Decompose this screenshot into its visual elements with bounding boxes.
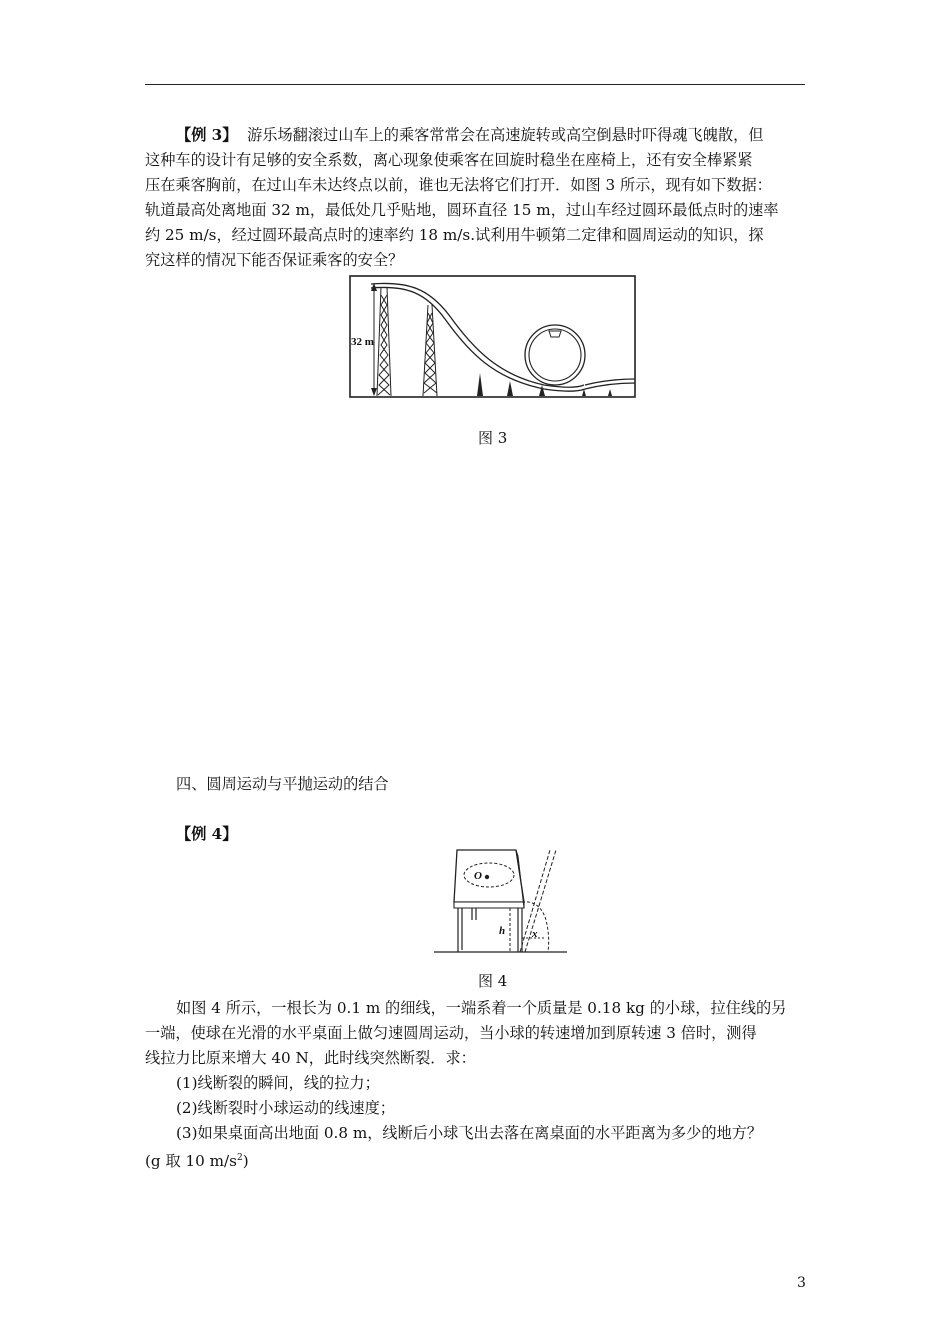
example-4-line-3: 线拉力比原来增大 40 N，此时线突然断裂．求： (145, 1049, 476, 1067)
example-3-line-5: 约 25 m/s，经过圆环最高点时的速率约 18 m/s.试利用牛顿第二定律和圆周运动的知识，探 (145, 226, 764, 244)
section-4-heading: 四、圆周运动与平抛运动的结合 (176, 775, 389, 793)
center-label: O (474, 870, 482, 882)
example-4-question-2: (2)线断裂时小球运动的线速度； (176, 1099, 395, 1117)
height-label: h (499, 925, 506, 937)
ball-center (485, 875, 489, 879)
header-rule (145, 84, 805, 85)
example-3-line-2: 这种车的设计有足够的安全系数，离心现象使乘客在回旋时稳坐在座椅上，还有安全棒紧紧 (145, 151, 753, 169)
ball-trajectory (520, 850, 556, 952)
example-4-question-1: (1)线断裂的瞬间，线的拉力； (176, 1074, 380, 1092)
example-3-paragraph (145, 123, 807, 273)
example-3-line-1: 【例 3】 游乐场翻滚过山车上的乘客常常会在高速旋转或高空倒悬时吓得魂飞魄散，但 (176, 126, 764, 144)
example-4-line-1: 如图 4 所示，一根长为 0.1 m 的细线，一端系着一个质量是 0.18 kg 的小球，拉住线的另 (176, 999, 787, 1017)
figure-3-frame (350, 276, 635, 397)
example-4-label: 【例 4】 (176, 825, 238, 843)
example-4-gravity-note: (g 取 10 $m/s^2$) (145, 1152, 249, 1171)
example-3-line-6: 究这样的情况下能否保证乘客的安全？ (145, 251, 404, 269)
table-legs (458, 908, 522, 952)
figure-4-caption: 图 4 (478, 972, 508, 990)
figure-3-roller-coaster (349, 275, 637, 399)
example-4-paragraph (145, 996, 807, 1171)
distance-label: x (532, 928, 538, 940)
table-edge (454, 902, 524, 908)
example-3-label: 【例 3】 (176, 126, 238, 144)
example-3-line-4: 轨道最高处离地面 32 m，最低处几乎贴地，圆环直径 15 m，过山车经过圆环最低点时的速率 (145, 201, 779, 219)
figure-4-table (432, 842, 572, 957)
height-label: 32 m (351, 336, 374, 348)
section-4-heading-block (145, 772, 807, 797)
page-number: 3 (797, 1275, 806, 1291)
example-4-line-2: 一端，使球在光滑的水平桌面上做匀速圆周运动，当小球的转速增加到原转速 3 倍时，测得 (145, 1024, 757, 1042)
example-4-question-3: (3)如果桌面高出地面 0.8 m，线断后小球飞出去落在离桌面的水平距离为多少的地方？ (176, 1124, 763, 1142)
parabola-arc (522, 902, 549, 952)
figure-3-caption: 图 3 (478, 429, 508, 447)
example-3-line-3: 压在乘客胸前，在过山车未达终点以前，谁也无法将它们打开．如图 3 所示，现有如下数据： (145, 176, 772, 194)
